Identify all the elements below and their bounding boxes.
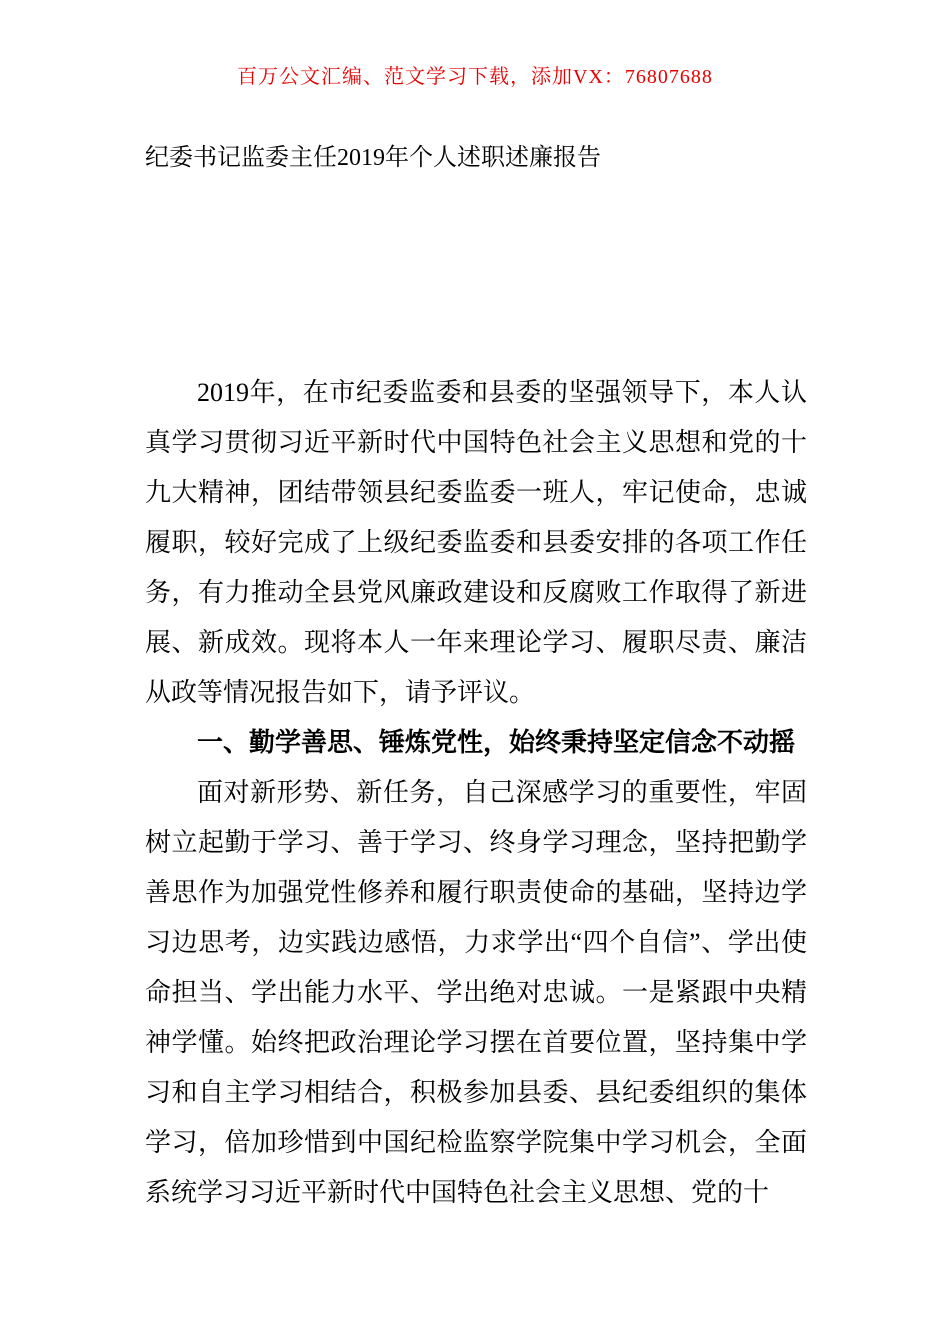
paragraph-section-body: 面对新形势、新任务，自己深感学习的重要性，牢固树立起勤于学习、善于学习、终身学习理念，坚持把勤学善思作为加强党性修养和履行职责使命的基础，坚持边学习边思考，边实践边感悟，力求学出“四个自信”、学出使命担当、学出能力水平、学出绝对忠诚。一是紧跟中央精神学懂。始终把政治理论学习摆在首要位置，坚持集中学习和自主学习相结合，积极参加县委、县纪委组织的集体学习，倍加珍惜到中国纪检监察学院集中学习机会，全面系统学习习近平新时代中国特色社会主义思想、党的十 xyxy=(145,778,807,1207)
paragraph-section-heading: 一、勤学善思、锤炼党性，始终秉持坚定信念不动摇 xyxy=(197,728,796,757)
document-title: 纪委书记监委主任2019年个人述职述廉报告 xyxy=(145,145,601,171)
document-body xyxy=(145,368,807,1218)
promo-notice: 百万公文汇编、范文学习下载，添加VX：76807688 xyxy=(237,66,713,88)
paragraph-intro: 2019年，在市纪委监委和县委的坚强领导下，本人认真学习贯彻习近平新时代中国特色社会主义思想和党的十九大精神，团结带领县纪委监委一班人，牢记使命，忠诚履职，较好完成了上级纪委监委和县委安排的各项工作任务，有力推动全县党风廉政建设和反腐败工作取得了新进展、新成效。现将本人一年来理论学习、履职尽责、廉洁从政等情况报告如下，请予评议。 xyxy=(145,378,807,707)
